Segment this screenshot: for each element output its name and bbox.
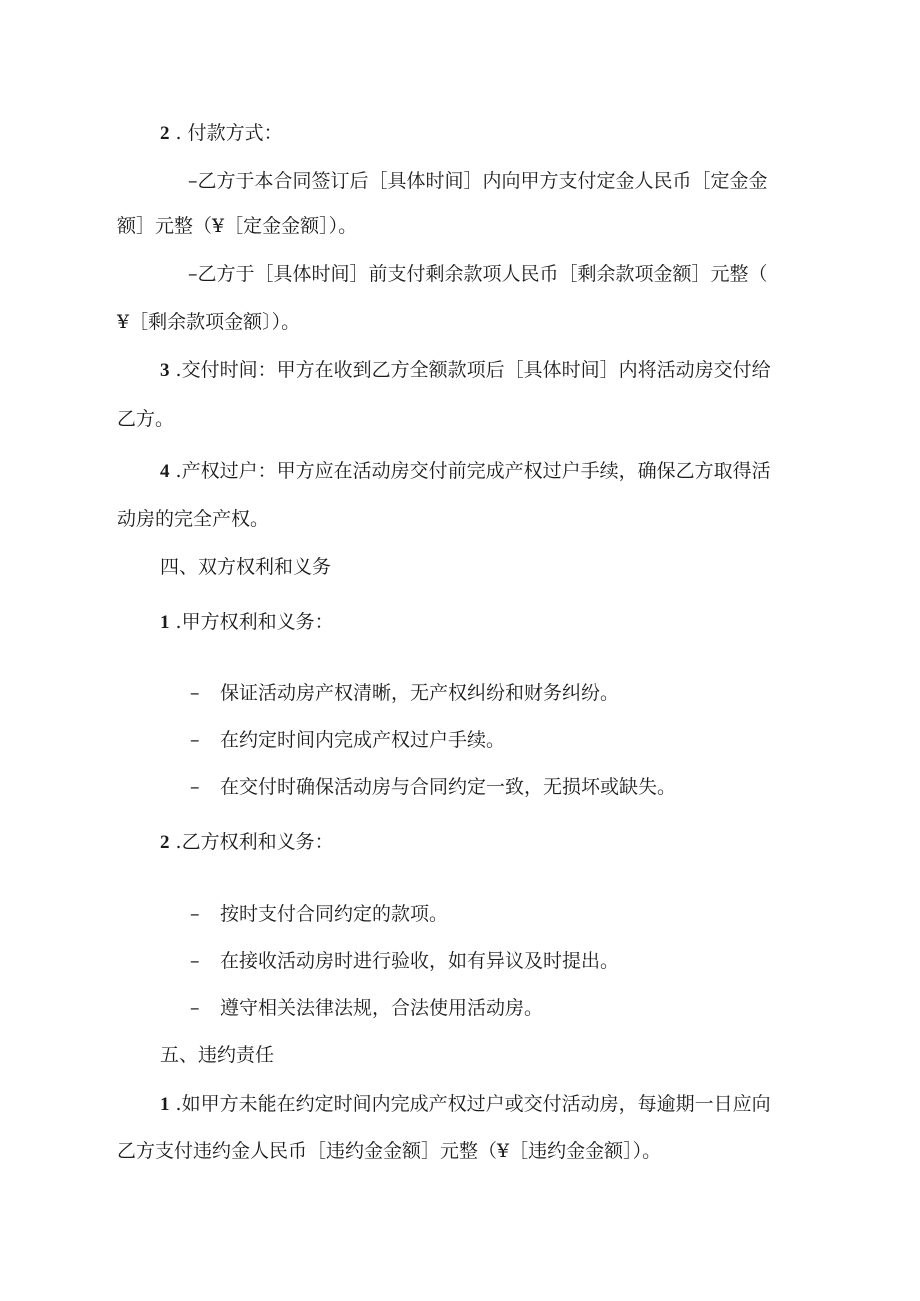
party-a-heading — [160, 610, 334, 635]
bullet-dash: – — [190, 997, 200, 1019]
payment-heading — [160, 121, 283, 146]
title-transfer-line-2: 动房的完全产权。 — [117, 508, 270, 530]
list-item-text: 在接收活动房时进行验收，如有异议及时提出。 — [220, 950, 620, 972]
list-item-text: 遵守相关法律法规，合法使用活动房。 — [220, 997, 544, 1019]
deposit-line-1: –乙方于本合同签订后［具体时间］内向甲方支付定金人民币［定金金 — [188, 170, 768, 192]
section-heading: 五、违约责任 — [160, 1044, 275, 1066]
clause-text: .交付时间：甲方在收到乙方全额款项后［具体时间］内将活动房交付给 — [175, 359, 771, 381]
delivery-line-1 — [160, 358, 771, 383]
clause-number: 2 — [160, 832, 170, 853]
clause-heading-text: . 付款方式： — [175, 122, 283, 144]
balance-line-1: –乙方于［具体时间］前支付剩余款项人民币［剩余款项金额］元整（ — [188, 263, 768, 285]
bullet-dash: – — [190, 950, 200, 972]
list-item — [190, 902, 448, 926]
list-item-text: 在约定时间内完成产权过户手续。 — [220, 729, 506, 751]
clause-heading-text: .乙方权利和义务： — [175, 831, 334, 853]
list-item-text: 在交付时确保活动房与合同约定一致，无损坏或缺失。 — [220, 776, 677, 798]
balance-line-2: ¥［剩余款项金额〕）。 — [117, 311, 301, 333]
list-item-text: 保证活动房产权清晰，无产权纠纷和财务纠纷。 — [220, 682, 620, 704]
bullet-dash: – — [190, 729, 200, 751]
bullet-dash: – — [190, 776, 200, 798]
list-item — [190, 949, 619, 973]
bullet-dash: – — [190, 682, 200, 704]
clause-heading-text: .甲方权利和义务： — [175, 611, 334, 633]
list-item — [190, 775, 676, 799]
clause-text: .产权过户：甲方应在活动房交付前完成产权过户手续，确保乙方取得活 — [175, 460, 771, 482]
party-b-heading — [160, 830, 334, 855]
list-item — [190, 996, 543, 1020]
penalty-line-2: 乙方支付违约金人民币［违约金金额］元整（¥［违约金金额］）。 — [117, 1140, 662, 1162]
clause-number: 3 — [160, 360, 170, 381]
list-item-text: 按时支付合同约定的款项。 — [220, 903, 449, 925]
clause-number: 1 — [160, 1094, 170, 1115]
penalty-line-1 — [160, 1092, 771, 1117]
list-item — [190, 728, 505, 752]
clause-text: .如甲方未能在约定时间内完成产权过户或交付活动房，每逾期一日应向 — [175, 1093, 771, 1115]
section-heading: 四、双方权利和义务 — [160, 556, 332, 578]
deposit-line-2: 额］元整（¥［定金金额］）。 — [117, 215, 358, 237]
title-transfer-line-1 — [160, 459, 771, 484]
clause-number: 1 — [160, 612, 170, 633]
clause-number: 2 — [160, 123, 170, 144]
list-item — [190, 681, 619, 705]
clause-number: 4 — [160, 461, 170, 482]
delivery-line-2: 乙方。 — [117, 408, 175, 430]
bullet-dash: – — [190, 903, 200, 925]
